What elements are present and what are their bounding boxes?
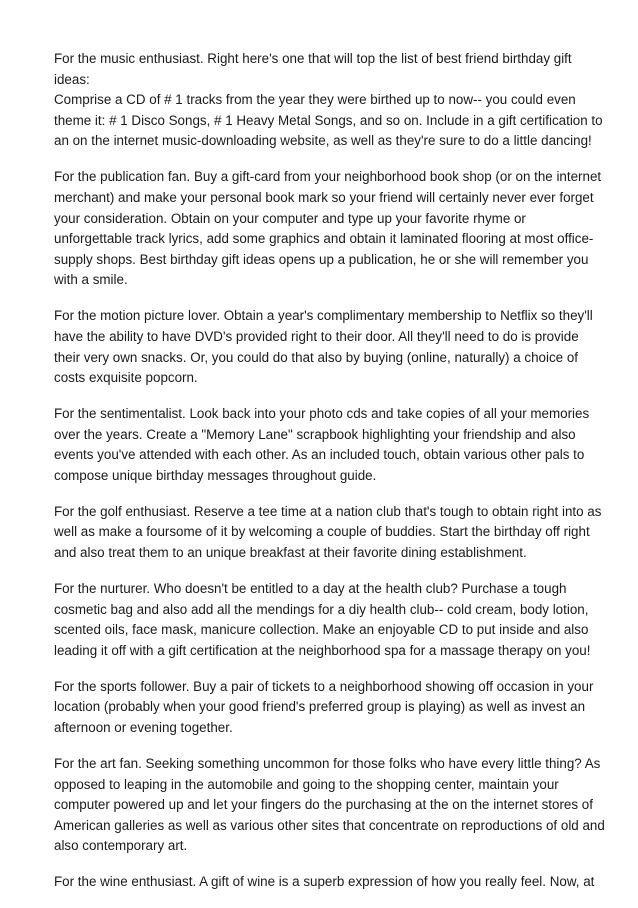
- document-page: [54, 49, 605, 908]
- text-line: an on the internet music-downloading website, as well as they're sure to do a little dancing!: [54, 133, 592, 149]
- text-line: also contemporary art.: [54, 838, 188, 854]
- text-line: For the publication fan. Buy a gift-card from your neighborhood book shop (or on the internet: [54, 169, 602, 185]
- paragraph: [54, 404, 599, 486]
- text-line: American galleries as well as various other sites that concentrate on reproductions of old and: [54, 817, 605, 833]
- text-line: For the sentimentalist. Look back into your photo cds and take copies of all your memories: [54, 406, 590, 422]
- text-line: your consideration. Obtain on your computer and type up your favorite rhyme or: [54, 210, 526, 226]
- paragraph: [54, 49, 603, 152]
- paragraph: [54, 306, 599, 388]
- text-line: well as make a foursome of it by welcoming a couple of buddies. Start the birthday off right: [54, 524, 590, 540]
- text-line: For the golf enthusiast. Reserve a tee time at a nation club that's tough to obtain right into as: [54, 503, 602, 519]
- text-line: theme it: # 1 Disco Songs, # 1 Heavy Metal Songs, and so on. Include in a gift certification to: [54, 112, 603, 128]
- text-line: For the art fan. Seeking something uncommon for those folks who have every little thing? As: [54, 755, 601, 771]
- text-line: costs exquisite popcorn.: [54, 370, 198, 386]
- text-line: with a smile.: [54, 272, 128, 288]
- text-line: unforgettable track lyrics, add some graphics and obtain it laminated flooring at most office-: [54, 231, 594, 247]
- text-line: cosmetic bag and also add all the mendings for a diy health club-- cold cream, body lotion,: [54, 601, 589, 617]
- text-line: opposed to leaping in the automobile and going to the shopping center, maintain your: [54, 776, 559, 792]
- text-line: Comprise a CD of # 1 tracks from the year they were birthed up to now-- you could even: [54, 92, 576, 108]
- text-line: For the nurturer. Who doesn't be entitled to a day at the health club? Purchase a tough: [54, 581, 567, 597]
- text-line: computer powered up and let your fingers do the purchasing at the on the internet stores of: [54, 797, 593, 813]
- text-line: For the wine enthusiast. A gift of wine is a superb expression of how you really feel. Now, at: [54, 874, 595, 890]
- text-line: For the sports follower. Buy a pair of tickets to a neighborhood showing off occasion in your: [54, 678, 594, 694]
- text-line: For the music enthusiast. Right here's one that will top the list of best friend birthday gift: [54, 51, 572, 66]
- text-line: For the motion picture lover. Obtain a year's complimentary membership to Netflix so they'll: [54, 308, 593, 324]
- text-line: location (probably when your good friend's preferred group is playing) as well as invest an: [54, 699, 586, 715]
- text-line: afternoon or evening together.: [54, 719, 233, 735]
- paragraph: [54, 754, 605, 857]
- paragraph: [54, 502, 602, 564]
- text-line: ideas:: [54, 71, 90, 87]
- text-line: supply shops. Best birthday gift ideas opens up a publication, he or she will remember you: [54, 251, 589, 267]
- text-line: events you've attended with each other. As an included touch, obtain various other pals to: [54, 447, 585, 463]
- text-line: have the ability to have DVD's provided right to their door. All they'll need to do is provide: [54, 328, 579, 344]
- text-line: scented oils, face mask, manicure collection. Make an enjoyable CD to put inside and also: [54, 622, 589, 638]
- text-line: over the years. Create a "Memory Lane" scrapbook highlighting your friendship and also: [54, 426, 576, 442]
- text-line: compose unique birthday messages throughout guide.: [54, 467, 377, 483]
- text-line: leading it off with a gift certification at the neighborhood spa for a massage therapy on you!: [54, 642, 591, 658]
- paragraph: [54, 167, 602, 291]
- text-line: their very own snacks. Or, you could do that also by buying (online, naturally) a choice of: [54, 349, 578, 365]
- paragraph: [54, 677, 599, 739]
- document-body: [54, 49, 605, 893]
- paragraph: [54, 872, 599, 893]
- text-line: merchant) and make your personal book mark so your friend will certainly never ever forget: [54, 189, 594, 205]
- text-line: and also treat them to an unique breakfast at their favorite dining establishment.: [54, 545, 527, 561]
- paragraph: [54, 579, 599, 661]
